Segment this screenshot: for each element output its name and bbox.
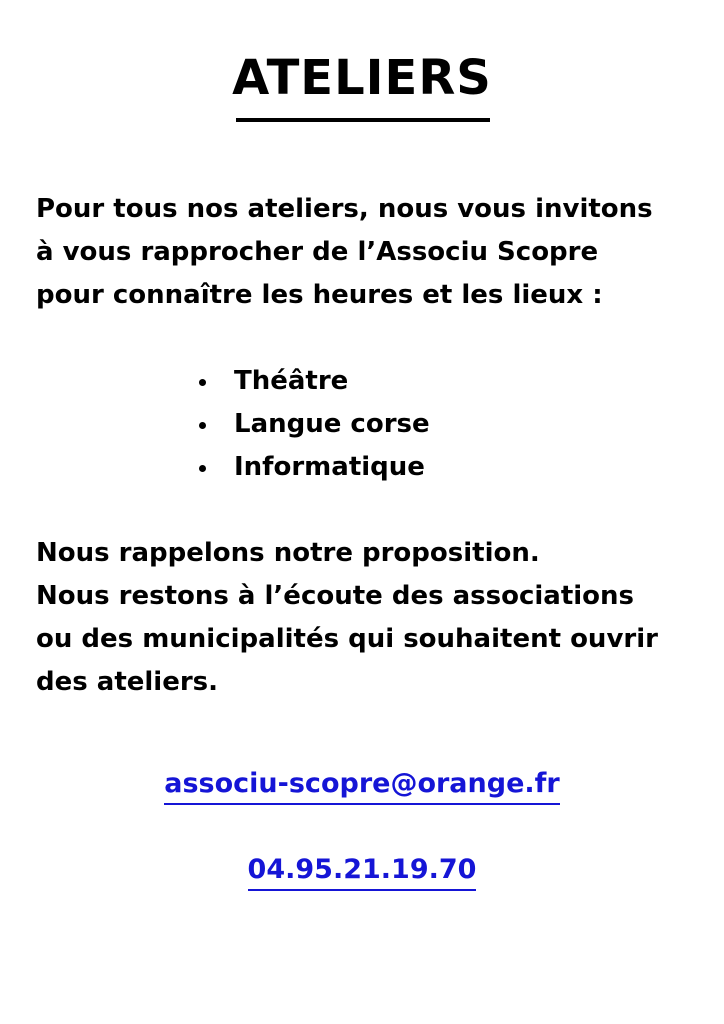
closing-line: des ateliers.: [36, 667, 219, 697]
list-item-langue-corse: [196, 403, 430, 446]
email-link[interactable]: associu-scopre@orange.fr: [164, 766, 559, 805]
closing-line: Nous rappelons notre proposition.: [36, 538, 540, 568]
phone-block: [0, 852, 724, 891]
bullet-icon: [199, 422, 206, 429]
intro-paragraph: [36, 188, 696, 317]
list-item-informatique: [196, 446, 430, 489]
title-underline: [236, 118, 490, 122]
intro-line: Pour tous nos ateliers, nous vous invitons: [36, 194, 653, 224]
closing-line: ou des municipalités qui souhaitent ouvrir: [36, 624, 658, 654]
bullet-icon: [199, 379, 206, 386]
list-item-theatre: [196, 360, 430, 403]
intro-line: pour connaître les heures et les lieux :: [36, 280, 603, 310]
email-block: [0, 766, 724, 805]
phone-link[interactable]: 04.95.21.19.70: [248, 852, 477, 891]
list-item-label: Informatique: [234, 452, 425, 482]
bullet-icon: [199, 465, 206, 472]
closing-paragraph: [36, 532, 696, 704]
closing-line: Nous restons à l’écoute des associations: [36, 581, 635, 611]
list-item-label: Langue corse: [234, 409, 430, 439]
intro-line: à vous rapprocher de l’Associu Scopre: [36, 237, 599, 267]
page-title: ATELIERS: [232, 50, 492, 106]
list-item-label: Théâtre: [234, 366, 349, 396]
workshop-list: [196, 360, 430, 489]
